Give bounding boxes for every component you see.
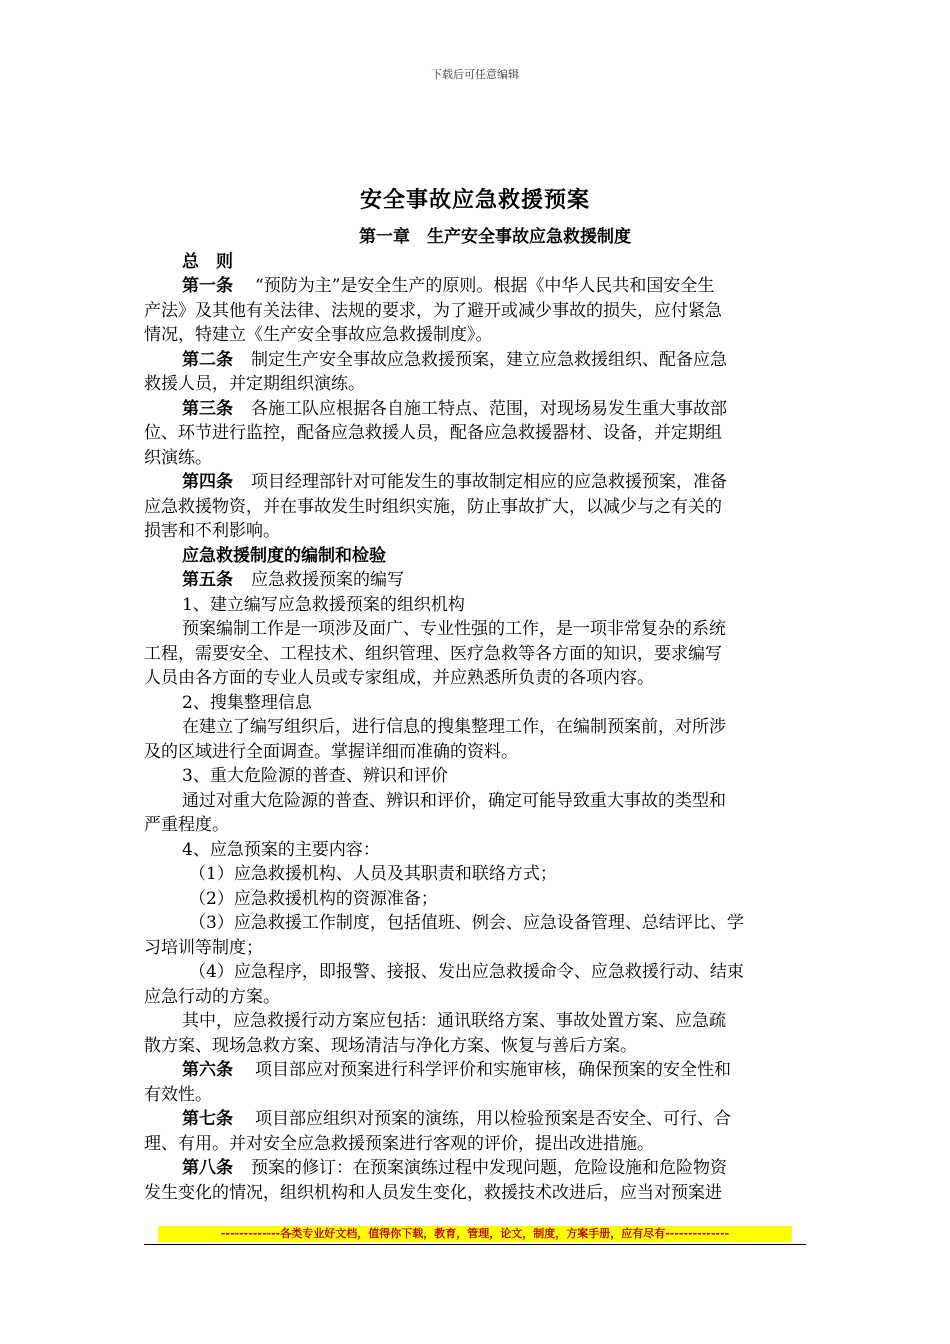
footer-banner: -------------各类专业好文档，值得你下载，教育，管理，论文，制度，方案手册，应有尽有-------------- <box>158 1226 792 1242</box>
article-label: 第五条 <box>182 570 233 590</box>
list-item: （4）应急程序，即报警、接报、发出应急救援命令、应急救援行动、结束 <box>189 962 744 982</box>
list-item: （2）应急救援机构的资源准备； <box>189 888 438 909</box>
paragraph-line: 其中，应急救援行动方案应包括：通讯联络方案、事故处置方案、应急疏 <box>182 1011 726 1031</box>
article-8 <box>144 1156 806 1181</box>
article-8-line: 发生变化的情况，组织机构和人员发生变化，救援技术改进后，应当对预案进 <box>144 1182 722 1203</box>
subsection-heading: 1、建立编写应急救援预案的组织机构 <box>182 594 465 615</box>
article-text: 预案的修订：在预案演练过程中发现问题，危险设施和危险物资 <box>251 1158 727 1178</box>
article-5 <box>144 568 806 593</box>
document-body <box>144 225 806 1205</box>
article-text: 应急救援预案的编写 <box>251 570 404 590</box>
article-text: 项目部应组织对预案的演练，用以检验预案是否安全、可行、合 <box>255 1109 731 1129</box>
footer-divider <box>144 1244 806 1245</box>
paragraph-line: 散方案、现场急救方案、现场清洁与净化方案、恢复与善后方案。 <box>144 1035 637 1056</box>
article-label: 第二条 <box>182 349 233 370</box>
article-label: 第三条 <box>182 398 233 419</box>
article-7 <box>144 1107 806 1132</box>
subsection-heading: 4、应急预案的主要内容： <box>182 839 380 860</box>
section-general-heading: 总 则 <box>182 251 233 272</box>
article-4-line: 应急救援物资，并在事故发生时组织实施，防止事故扩大，以减少与之有关的 <box>144 496 722 517</box>
article-1-line: 情况，特建立《生产安全事故应急救援制度》。 <box>144 325 493 345</box>
article-4 <box>144 470 806 495</box>
paragraph-line: 预案编制工作是一项涉及面广、专业性强的工作，是一项非常复杂的系统 <box>182 619 726 639</box>
article-label: 第六条 <box>182 1060 233 1080</box>
article-2 <box>144 348 806 373</box>
paragraph-line: 及的区域进行全面调查。掌握详细而准确的资料。 <box>144 741 518 762</box>
article-1-line: 产法》及其他有关法律、法规的要求，为了避开或减少事故的损失，应付紧急 <box>144 300 722 321</box>
paragraph-line: 工程，需要安全、工程技术、组织管理、医疗急救等各方面的知识，要求编写 <box>144 643 722 664</box>
article-label: 第一条 <box>182 276 233 296</box>
article-3-line: 位、环节进行监控，配备应急救援人员，配备应急救援器材、设备，并定期组 <box>144 423 722 443</box>
list-item: （3）应急救援工作制度，包括值班、例会、应急设备管理、总结评比、学 <box>189 913 744 933</box>
article-6-line: 有效性。 <box>144 1084 212 1105</box>
paragraph-line: 严重程度。 <box>144 815 229 835</box>
paragraph-line: 通过对重大危险源的普查、辨识和评价，确定可能导致重大事故的类型和 <box>182 790 726 811</box>
list-item-continued: 应急行动的方案。 <box>144 986 280 1007</box>
header-note: 下载后可任意编辑 <box>431 68 519 81</box>
article-label: 第四条 <box>182 472 233 492</box>
list-item-continued: 习培训等制度； <box>144 937 263 958</box>
paragraph-line: 人员由各方面的专业人员或专家组成，并应熟悉所负责的各项内容。 <box>144 668 654 688</box>
article-6 <box>144 1058 806 1083</box>
list-item: （1）应急救援机构、人员及其职责和联络方式； <box>189 864 557 884</box>
article-text: 制定生产安全事故应急救援预案，建立应急救援组织、配备应急 <box>251 349 727 370</box>
section-heading: 应急救援制度的编制和检验 <box>182 545 386 566</box>
article-label: 第七条 <box>182 1109 233 1129</box>
subsection-heading: 2、搜集整理信息 <box>182 692 312 713</box>
article-text: 项目部应对预案进行科学评价和实施审核，确保预案的安全性和 <box>255 1060 731 1080</box>
article-1 <box>144 274 806 299</box>
article-text: “预防为主”是安全生产的原则。根据《中华人民共和国安全生 <box>255 276 715 296</box>
article-4-line: 损害和不利影响。 <box>144 521 280 541</box>
article-text: 各施工队应根据各自施工特点、范围，对现场易发生重大事故部 <box>251 398 727 419</box>
article-3 <box>144 397 806 422</box>
paragraph-line: 在建立了编写组织后，进行信息的搜集整理工作，在编制预案前，对所涉 <box>182 717 726 737</box>
document-title: 安全事故应急救援预案 <box>359 188 590 213</box>
article-text: 项目经理部针对可能发生的事故制定相应的应急救援预案，准备 <box>251 472 727 492</box>
subsection-heading: 3、重大危险源的普查、辨识和评价 <box>182 766 448 786</box>
chapter-heading: 第一章 生产安全事故应急救援制度 <box>359 227 631 247</box>
article-7-line: 理、有用。并对安全应急救援预案进行客观的评价，提出改进措施。 <box>144 1133 654 1154</box>
article-3-line: 织演练。 <box>144 447 212 468</box>
article-2-line: 救援人员，并定期组织演练。 <box>144 374 365 394</box>
article-label: 第八条 <box>182 1158 233 1178</box>
